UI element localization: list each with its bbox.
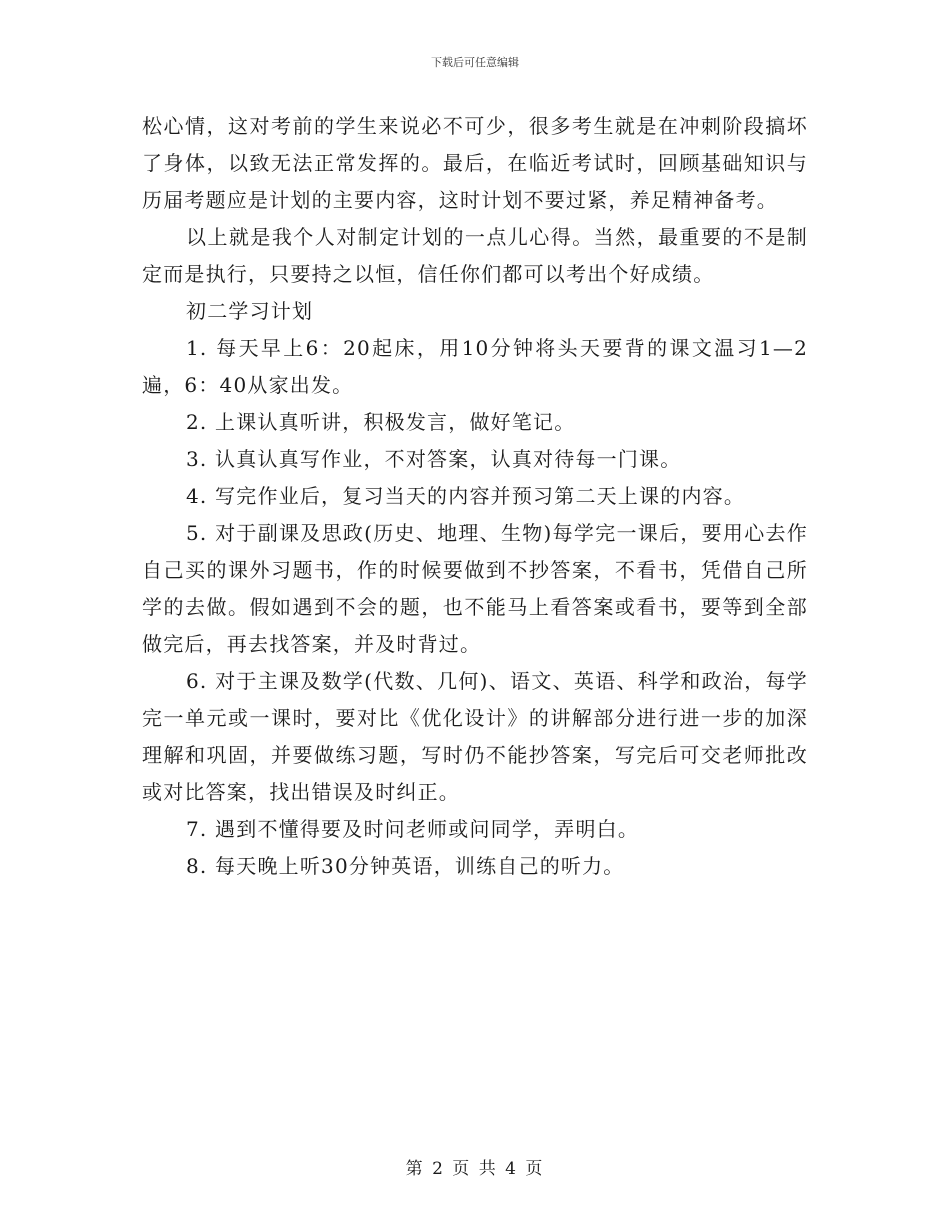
- section-heading: 初二学习计划: [186, 299, 314, 323]
- list-item: 6. 对于主课及数学(代数、几何)、语文、英语、科学和政治，每学完一单元或一课时，要对比《优化设计》的讲解部分进行进一步的加深理解和巩固，并要做练习题，写时仍不能抄答案，写完后可交老师批改或对比答案，找出错误及时纠正。: [142, 669, 808, 804]
- list-item: 3. 认真认真写作业，不对答案，认真对待每一门课。: [186, 447, 682, 471]
- list-item: 5. 对于副课及思政(历史、地理、生物)每学完一课后，要用心去作自己买的课外习题书，作的时候要做到不抄答案，不看书，凭借自己所学的去做。假如遇到不会的题，也不能马上看答案或看书，要等到全部做完后，再去找答案，并及时背过。: [142, 521, 808, 656]
- list-item: 2. 上课认真听讲，积极发言，做好笔记。: [186, 410, 576, 434]
- document-body: [142, 108, 808, 885]
- paragraph-summary: 以上就是我个人对制定计划的一点儿心得。当然，最重要的不是制定而是执行，只要持之以恒，信任你们都可以考出个好成绩。: [142, 225, 808, 286]
- list-item: 4. 写完作业后，复习当天的内容并预习第二天上课的内容。: [186, 484, 746, 508]
- page-header: 下载后可任意编辑: [431, 56, 519, 69]
- list-item: 7. 遇到不懂得要及时问老师或问同学，弄明白。: [186, 817, 640, 841]
- paragraph-continuation: 松心情，这对考前的学生来说必不可少，很多考生就是在冲刺阶段搞坏了身体，以致无法正常发挥的。最后，在临近考试时，回顾基础知识与历届考题应是计划的主要内容，这时计划不要过紧，养足精神备考。: [142, 114, 808, 212]
- list-item: 1. 每天早上6：20起床，用10分钟将头天要背的课文温习1—2遍，6：40从家出发。: [142, 336, 808, 397]
- page-number: 第 2 页 共 4 页: [405, 1159, 545, 1179]
- list-item: 8. 每天晚上听30分钟英语，训练自己的听力。: [186, 854, 625, 878]
